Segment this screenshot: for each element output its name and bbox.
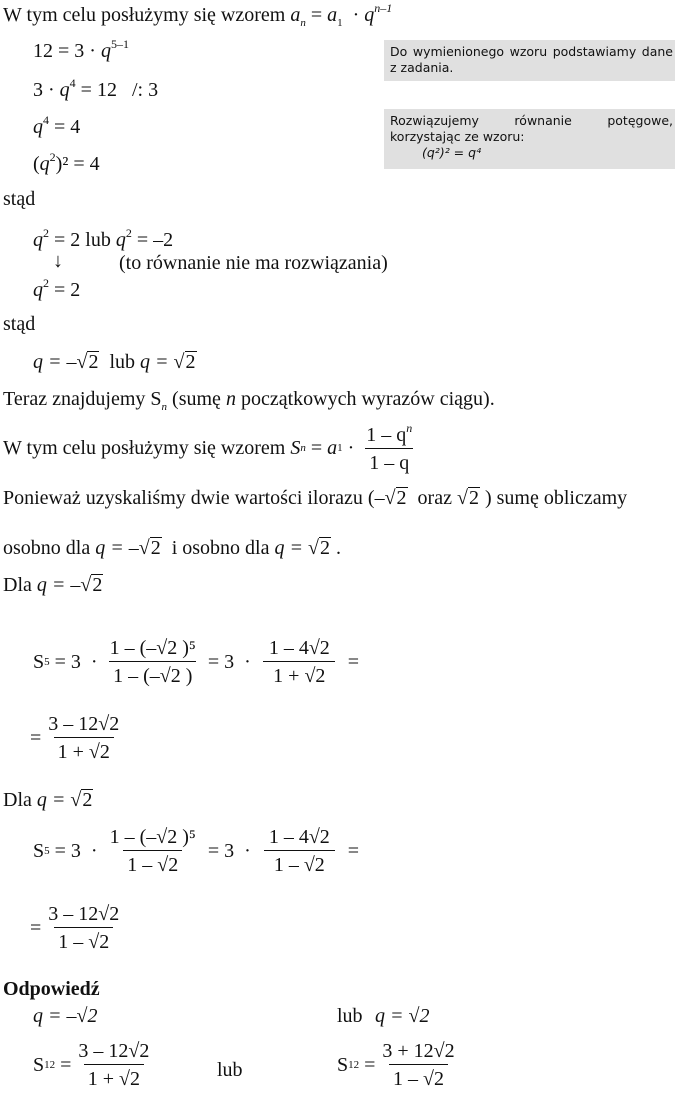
denominator: 1 – q xyxy=(365,448,413,474)
step-sup: 4 xyxy=(43,113,49,127)
text: Dla xyxy=(3,574,37,596)
text: = xyxy=(305,436,328,459)
text: oraz xyxy=(407,487,457,509)
text: (sumę xyxy=(167,388,226,410)
q2-cases xyxy=(33,227,173,250)
sqrt-icon: √2 xyxy=(70,789,93,811)
answer-lub-mid: lub xyxy=(217,1059,243,1081)
step-tail: = 4 xyxy=(49,116,81,138)
answer-q-left: q = –√2 xyxy=(33,1005,98,1027)
numerator: 3 + 12√2 xyxy=(382,1040,455,1062)
denominator: 1 – √2 xyxy=(264,850,335,876)
case-neg-s5 xyxy=(33,637,359,687)
sup: 2 xyxy=(125,226,132,240)
sqrt-icon: √2 xyxy=(384,487,407,509)
root-pos: q = xyxy=(140,351,174,373)
formula-an-a1: a xyxy=(327,4,338,26)
radicand: 2 xyxy=(185,351,196,373)
note-power-equation-formula: (q²)² = q⁴ xyxy=(422,145,482,160)
text: ) sumę obliczamy xyxy=(479,487,628,509)
formula-an-q-exp: n–1 xyxy=(374,1,393,15)
step-3 xyxy=(33,114,80,137)
step-var: q xyxy=(39,153,50,175)
formula-an-a1-sub: 1 xyxy=(337,17,343,29)
q-roots xyxy=(33,351,197,372)
numerator: 3 – 12√2 xyxy=(78,1040,150,1062)
numerator: 3 – 12√2 xyxy=(48,903,120,925)
denominator: 1 + √2 xyxy=(54,737,114,763)
fraction xyxy=(44,903,123,953)
answer-q-right: q = √2 xyxy=(375,1005,430,1027)
radicand: 2 xyxy=(396,487,407,509)
var: S xyxy=(290,436,301,459)
denominator: 1 + √2 xyxy=(263,661,335,687)
sup: 2 xyxy=(43,226,49,240)
var: q xyxy=(33,229,43,251)
step-sup: 2 xyxy=(49,150,56,164)
radicand: 2 xyxy=(468,487,479,509)
answer-heading: Odpowiedź xyxy=(3,978,100,1000)
sqrt-icon: √2 xyxy=(80,574,103,596)
step-var: q xyxy=(33,116,43,138)
text: = 3 · xyxy=(49,839,103,862)
radicand: 2 xyxy=(150,537,161,559)
no-solution-note: (to równanie nie ma rozwiązania) xyxy=(119,252,388,274)
formula-an-dot: · xyxy=(352,4,360,26)
text: = 3 · xyxy=(202,650,256,673)
radicand: 2 xyxy=(92,574,103,596)
var: q xyxy=(33,279,43,301)
text: Teraz znajdujemy S xyxy=(3,388,162,410)
sup: 2 xyxy=(43,276,49,290)
step-var: q xyxy=(100,40,111,62)
sub: 5 xyxy=(44,845,50,857)
case-neg-label xyxy=(3,574,103,595)
step-sup: 4 xyxy=(69,76,76,90)
step-text: ( xyxy=(33,153,40,175)
var: S xyxy=(33,650,45,673)
text: = 3 · xyxy=(202,839,256,862)
sub: 12 xyxy=(348,1059,360,1071)
q2-equals-2 xyxy=(33,277,80,300)
step-4 xyxy=(33,151,100,174)
var: S xyxy=(337,1053,349,1076)
formula-an-q: q xyxy=(364,4,375,26)
case-pos-result: = $\frac{3 - 12√2}{1 - √2}$ xyxy=(30,903,126,953)
case-neg-result: = $\frac{3 - 12√2}{1 + √2}$ xyxy=(30,713,126,763)
radicand: 2 xyxy=(319,537,330,559)
text: = xyxy=(342,650,360,673)
denominator: 1 – √2 xyxy=(123,850,182,876)
sup: n xyxy=(406,421,413,435)
var: q = xyxy=(274,537,308,559)
stad-1: stąd xyxy=(3,188,36,210)
var: S xyxy=(33,1053,45,1076)
teraz-line xyxy=(3,389,495,413)
sub: n xyxy=(300,442,306,454)
fraction xyxy=(106,826,200,876)
step-1 xyxy=(33,38,129,61)
step-text: 3 · xyxy=(33,79,60,101)
fraction xyxy=(259,637,340,687)
text: i osobno dla xyxy=(161,537,275,559)
formula-an-lhs-sub: n xyxy=(300,17,306,29)
sub: 1 xyxy=(337,442,343,454)
denominator: 1 – √2 xyxy=(389,1064,448,1090)
step-tail: = 12 /: 3 xyxy=(75,79,159,101)
var: n xyxy=(225,388,236,410)
sn-formula-line xyxy=(3,422,419,474)
numerator: 1 – 4√2 xyxy=(268,637,330,659)
sqrt-icon: √2 xyxy=(456,487,479,509)
text: = –2 xyxy=(131,229,174,251)
text: osobno dla xyxy=(3,537,96,559)
sqrt-icon: √2 xyxy=(76,351,99,373)
note-substitute xyxy=(384,40,675,81)
answer-s12-left: S 12 = $\frac{3 - 12√2}{1 + √2}$ xyxy=(33,1040,156,1090)
dot: · xyxy=(342,436,360,459)
fraction xyxy=(378,1040,458,1090)
sn-fraction xyxy=(362,422,416,474)
note-power-equation xyxy=(384,109,675,169)
step-sup: 5–1 xyxy=(110,37,129,51)
formula-an-lhs: a xyxy=(290,4,301,26)
sub: n xyxy=(161,401,168,413)
intro-line-an: W tym celu posłużymy się wzorem $a_n = a_1 \cdot q^{n-1}$ xyxy=(3,1,393,29)
step-text: 12 = 3 · xyxy=(33,40,101,62)
root-neg: q = – xyxy=(33,351,77,373)
arrow-down-icon: ↓ xyxy=(53,250,63,272)
answer-lub-top: lub xyxy=(337,1005,363,1027)
text: Ponieważ uzyskaliśmy dwie wartości ilorazu (– xyxy=(3,487,385,509)
step-var: q xyxy=(59,79,70,101)
text: W tym celu posłużymy się wzorem xyxy=(3,436,291,459)
var: a xyxy=(327,436,338,459)
answer-s12-right: S 12 = $\frac{3 + 12√2}{1 - √2}$ xyxy=(337,1040,462,1090)
numerator: 3 – 12√2 xyxy=(48,713,120,735)
numerator: 1 – (–√2 )⁵ xyxy=(109,637,196,659)
radicand: 2 xyxy=(82,789,93,811)
text: lub xyxy=(99,351,141,373)
denominator: 1 – (–√2 ) xyxy=(109,661,196,687)
denominator: 1 + √2 xyxy=(84,1064,144,1090)
sub: 12 xyxy=(44,1059,56,1071)
poniewaz-line xyxy=(3,487,627,508)
fraction xyxy=(106,637,200,687)
fraction xyxy=(74,1040,153,1090)
intro-text: W tym celu posłużymy się wzorem xyxy=(3,4,286,26)
var: q = – xyxy=(36,574,81,596)
var: q = – xyxy=(95,537,139,559)
text: = 2 lub xyxy=(49,229,116,251)
sqrt-icon: √2 xyxy=(138,537,161,559)
note-substitute-text: Do wymienionego wzoru podstawiamy dane z zadania. xyxy=(390,44,673,75)
case-pos-label xyxy=(3,789,93,810)
osobno-line xyxy=(3,537,341,558)
fraction xyxy=(259,826,340,876)
case-pos-s5 xyxy=(33,826,359,876)
numerator: 1 – q xyxy=(366,424,407,446)
sub: 5 xyxy=(44,656,50,668)
text: = 2 xyxy=(49,279,81,301)
text: = 3 · xyxy=(49,650,103,673)
sqrt-icon: √2 xyxy=(173,351,196,373)
denominator: 1 – √2 xyxy=(54,927,113,953)
fraction xyxy=(44,713,123,763)
var: q xyxy=(115,229,126,251)
radicand: 2 xyxy=(88,351,99,373)
var: q = xyxy=(36,789,71,811)
text: Dla xyxy=(3,789,37,811)
stad-2: stąd xyxy=(3,313,36,335)
step-2 xyxy=(33,77,158,100)
note-power-equation-text: Rozwiązujemy równanie potęgowe, korzystając ze wzoru: xyxy=(390,113,673,144)
text: . xyxy=(330,537,341,559)
step-tail: )² = 4 xyxy=(55,153,100,175)
numerator: 1 – 4√2 xyxy=(268,826,330,848)
text: = xyxy=(342,839,360,862)
sqrt-icon: √2 xyxy=(307,537,330,559)
var: S xyxy=(33,839,45,862)
numerator: 1 – (–√2 )⁵ xyxy=(109,826,196,848)
text: początkowych wyrazów ciągu). xyxy=(235,388,495,410)
